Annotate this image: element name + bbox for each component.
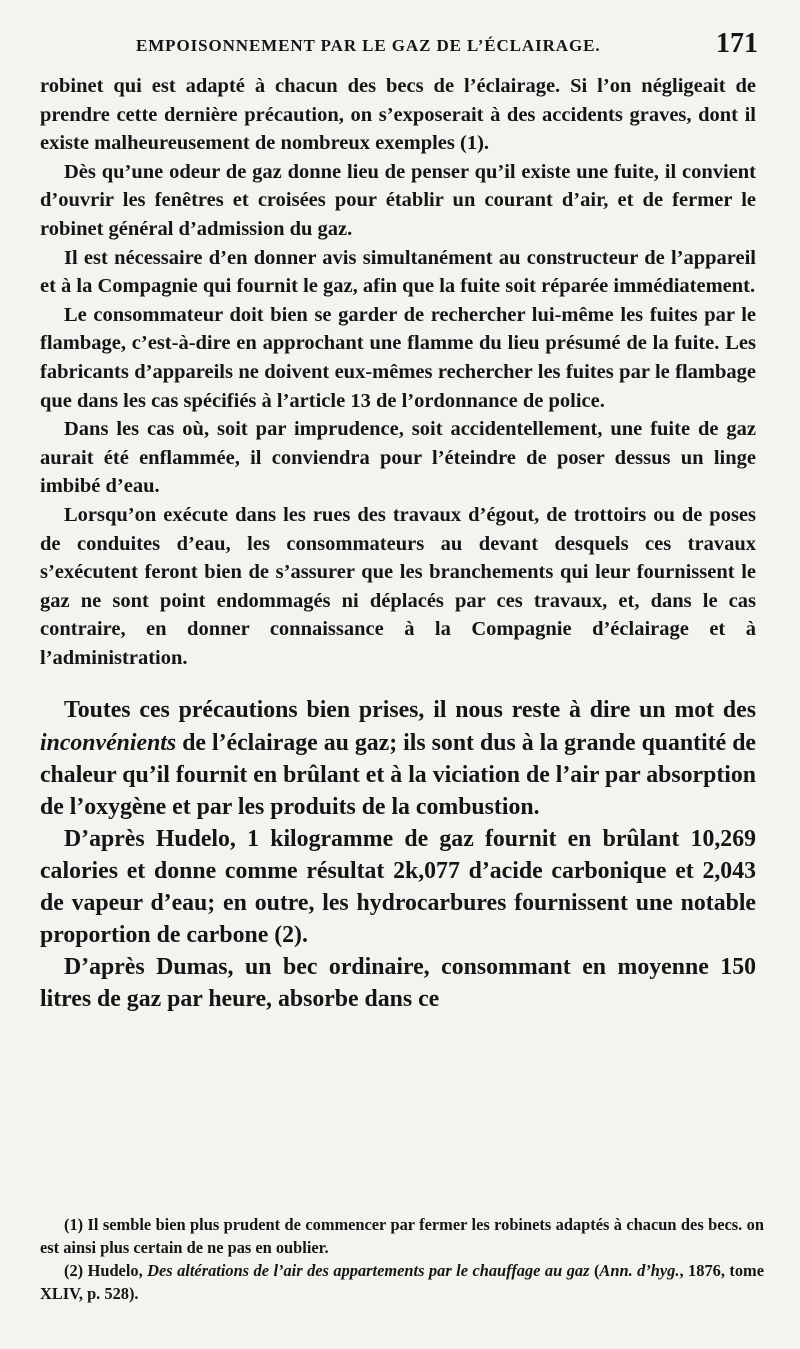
- running-title: EMPOISONNEMENT PAR LE GAZ DE L’ÉCLAIRAGE.: [136, 36, 601, 55]
- cited-journal: Ann. d’hyg.: [599, 1261, 680, 1280]
- text-run: (2) Hudelo,: [64, 1261, 148, 1280]
- page-number: 171: [716, 28, 758, 59]
- emphasis-text: inconvénients: [40, 729, 177, 756]
- footnotes: [40, 1213, 764, 1305]
- paragraph: Dans les cas où, soit par imprudence, soit accidentellement, une fuite de gaz aurait été enflammée, il conviendra pour l’éteindre de poser dessus un linge imbibé d’eau.: [40, 418, 756, 498]
- small-print-section: [40, 72, 756, 672]
- paragraph: Il est nécessaire d’en donner avis simultanément au constructeur de l’appareil et à la Compagnie qui fournit le gaz, afin que la fuite soit réparée immédiatement.: [40, 246, 756, 298]
- text-run: (: [589, 1261, 600, 1280]
- paragraph: robinet qui est adapté à chacun des becs de l’éclairage. Si l’on négligeait de prendre cette dernière précaution, on s’exposerait à des accidents graves, dont il existe malheureusement de nombreux exemples (1).: [40, 75, 756, 155]
- footnote-1: (1) Il semble bien plus prudent de commencer par fermer les robinets adaptés à chacun des becs. on est ainsi plus certain de ne pas en oublier.: [40, 1215, 764, 1257]
- main-text: [40, 72, 756, 1015]
- text-run: Toutes ces précautions bien prises, il nous reste à dire un mot des: [64, 697, 756, 724]
- text-run: , 1876, tome XLIV, p. 528).: [40, 1261, 764, 1303]
- page-header: [40, 28, 760, 62]
- cited-title: Des altérations de l’air des appartements par le chauffage au gaz: [147, 1261, 590, 1280]
- paragraph: [40, 694, 756, 822]
- paragraph: Le consommateur doit bien se garder de rechercher lui-même les fuites par le flambage, c’est-à-dire en approchant une flamme du lieu présumé de la fuite. Les fabricants d’appareils ne doivent eux-mêmes rechercher les fuites par le flambage que dans les cas spécifiés à l’article 13 de l’ordonnance de police.: [40, 303, 756, 412]
- paragraph: Dès qu’une odeur de gaz donne lieu de penser qu’il existe une fuite, il convient d’ouvrir les fenêtres et croisées pour établir un courant d’air, et de fermer le robinet général d’admission du gaz.: [40, 160, 756, 240]
- paragraph: D’après Hudelo, 1 kilogramme de gaz fournit en brûlant 10,269 calories et donne comme résultat 2k,077 d’acide carbonique et 2,043 de vapeur d’eau; en outre, les hydrocarbures fournissent une notable proportion de carbone (2).: [40, 825, 756, 949]
- footnote-2: [40, 1259, 764, 1305]
- large-print-section: [40, 694, 756, 1015]
- paragraph: D’après Dumas, un bec ordinaire, consommant en moyenne 150 litres de gaz par heure, absorbe dans ce: [40, 954, 756, 1013]
- text-run: de l’éclairage au gaz; ils sont dus à la grande quantité de chaleur qu’il fournit en brûlant et à la viciation de l’air par absorption de l’oxygène et par les produits de la combustion.: [40, 729, 756, 820]
- paragraph: Lorsqu’on exécute dans les rues des travaux d’égout, de trottoirs ou de poses de conduites d’eau, les consommateurs au devant desquels ces travaux s’exécutent feront bien de s’assurer que les branchements qui leur fournissent le gaz ne sont point endommagés ni déplacés par ces travaux, et, dans le cas contraire, en donner connaissance à la Compagnie d’éclairage et à l’administration.: [40, 503, 756, 669]
- section-gap: [40, 672, 756, 694]
